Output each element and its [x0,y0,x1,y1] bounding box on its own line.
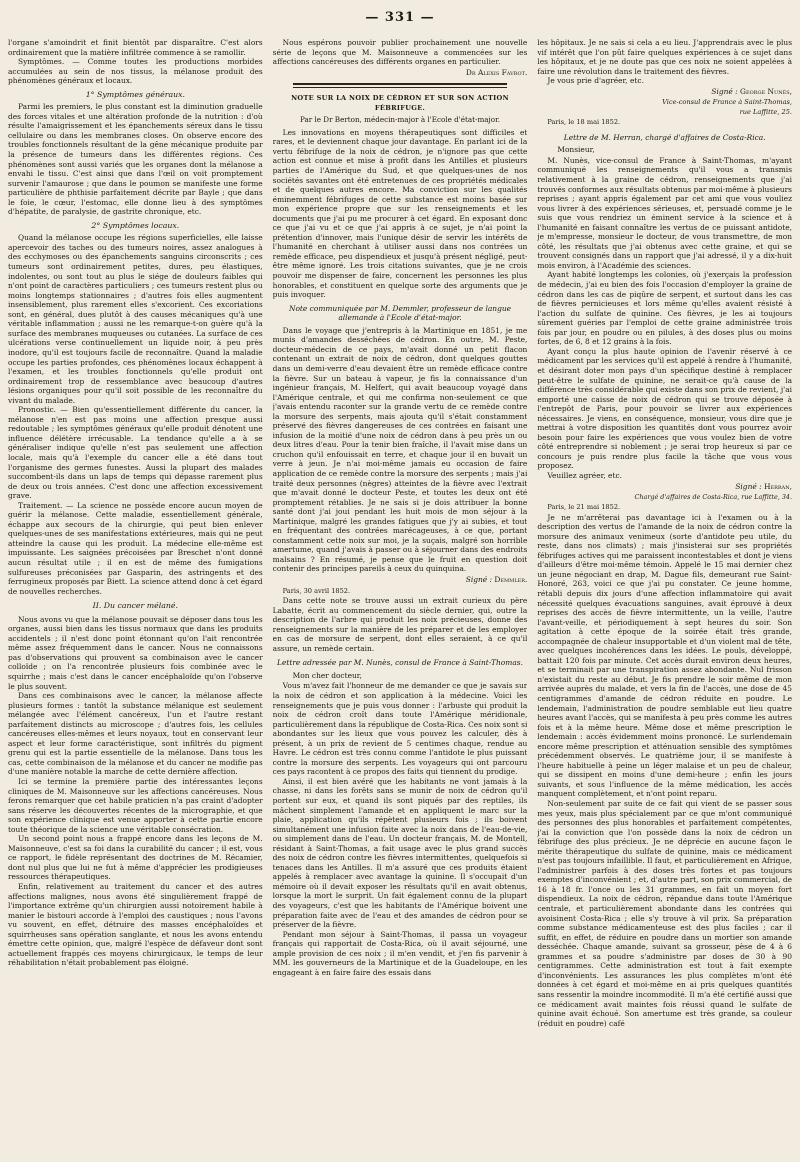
paragraph: Ayant habité longtemps les colonies, où j'exerçais la profession de médecin, j'ai eu bien des fois l'occasion d'employer la graine de cédron dans les cas de piqûre de serpent, et surtout dans les cas de fièvres pernicieuses et lors même qu'elles avaient résisté à l'action du sulfate de quinine. Ces fièvres, je les ai toujours sûrement guéries par l'emploi de cette graine administrée trois fois par jour, en poudre ou en pilules, à des doses plus ou moins fortes, de 6, 8 et 12 grains à la fois. [537,270,793,347]
paragraph: Les innovations en moyens thérapeutiques sont difficiles et rares, et le deviennent chaque jour davantage. En parlant ici de la vertu fébrifuge de la noix de cédron, je n'ignore pas que cette action est connue et mise à profit dans les Antilles et plusieurs parties de l'Amérique du Sud, et que quelques-unes de nos sociétés savantes ont été entretenues de ces propriétés médicales et de quelques autres encore. Ma conviction sur les qualités éminemment fébrifuges de cette substance est moins basée sur mon expérience propre que sur les renseignements et les documents que j'ai pu me procurer à cet égard. En exposant donc ce que j'ai vu et ce que j'ai appris à ce sujet, je n'ai point la prétention d'innover, mais l'unique désir de servir les intérêts de l'humanité en cherchant à utiliser aussi dans nos contrées un remède efficace, peu dispendieux et jusqu'à présent négligé, peut-être même ignoré. Les trois citations suivantes, que je ne crois pouvoir me dispenser de faire, concernent les personnes les plus honorables, et constituent en quelque sorte des arguments que je puis invoquer. [272,127,528,300]
signature-name: Herran, [764,481,793,491]
paragraph: Quand la mélanose occupe les régions superficielles, elle laisse apercevoir des taches ou des tumeurs noires, assez analogues à des ecchymoses ou des épanchements sanguins circonscrits ; ces tumeurs sont ordinairement petites, dures, peu élastiques, indolentes, ou sont tout au plus le siége de douleurs faibles qui n'ont point de caractères particuliers ; ces tumeurs restent plus ou moins longtemps stationnaires ; d'autres fois elles augmentent insensiblement, plus rarement elles s'excorient. Ces excoriations sont, en général, dues plutôt à des causes mécaniques qu'à une véritable inflammation ; aussi ne les remarque-t-on guère qu'à la surface des membranes muqueuses ou cutanées. La surface de ces ulcérations verse continuellement un liquide noir, à peu près inodore, qu'il est toujours facile de reconnaître. Quand la maladie occupe les parties profondes, ces phénomènes locaux échappent à l'examen, et les troubles fonctionnels qu'elle produit ont ordinairement trop de ressemblance avec beaucoup d'autres lésions organiques pour qu'il soit possible de les reconnaître du vivant du malade. [8,233,263,405]
columns [8,38,792,1156]
column-3 [537,38,792,1156]
paragraph: Nous espérons pouvoir publier prochainement une nouvelle série de leçons que M. Maisonneuve a commencées sur les affections cancéreuses des différents organes en particulier. [272,38,528,67]
signature-name: George Nunès, [740,86,793,96]
signature [537,87,792,97]
column-2 [273,38,528,1156]
letter-title: Lettre adressée par M. Nunès, consul de France à Saint-Thomas. [277,658,523,668]
date: Paris, 30 avril 1852. [282,586,351,595]
signature-name: Demmler. [494,574,528,584]
paragraph: Ici se termine la première partie des intéressantes leçons cliniques de M. Maisonneuve sur les affections cancéreuses. Nous ferons remarquer que cet habile praticien n'a pas craint d'adopter sans réserve les découvertes récentes de la micrographie, et que son expérience clinique est venue apporter à cette partie encore toute théorique de la science une véritable consécration. [8,777,263,834]
article-title: NOTE SUR LA NOIX DE CÉDRON ET SUR SON ACTION FÉBRIFUGE. [291,94,509,112]
date: Paris, le 18 mai 1852. [547,118,621,127]
paragraph: Un second point nous a frappé encore dans les leçons de M. Maisonneuve, c'est sa foi dans la curabilité du cancer ; il est, vous ce rapport, le fidèle représentant des doctrines de M. Récamier, dont nul plus que lui ne fut à même d'apprécier les prodigieuses ressources thérapeutiques. [8,834,263,882]
salutation: Mon cher docteur, [292,670,362,680]
section-heading: II. Du cancer mélané. [92,601,179,611]
signature-address: rue Laffitte, 25. [739,108,793,117]
paragraph: Nous avons vu que la mélanose pouvait se déposer dans tous les organes, aussi bien dans les tissus normaux que dans les produits accidentels ; il n'est donc point étonnant qu'on l'ait rencontrée même assez fréquemment dans le cancer. Nous ne connaissons pas d'observations qui prouvent sa combinaison avec le cancer colloïde ; on l'a rencontrée plusieurs fois combinée avec le squirrhe ; mais c'est dans le cancer encéphaloïde qu'on l'observe le plus souvent. [8,614,263,691]
subheading: 1° Symptômes généraux. [85,89,185,99]
page-number: — 331 — [365,10,435,25]
paragraph: M. Nunès, vice-consul de France à Saint-Thomas, m'ayant communiqué les renseignements qu'il vous a transmis relativement à la graine de cédron, renseignements que j'ai trouvés conformes aux résultats obtenus par moi-même à plusieurs reprises ; ayant appris également par cet ami que vous vouliez vous livrer à des expériences sérieuses, et, persuadé comme je le suis que vous rendriez un éminent service à la science et à l'humanité en faisant connaître les vertus de ce puissant antidote, je m'empresse, monsieur le docteur, de vous transmettre, de mon côté, les résultats que j'ai obtenus avec cette graine, et qui se trouvent consignés dans un rapport que j'ai adressé, il y a dix-huit mois environ, à l'Académie des sciences. [537,155,793,270]
date: Paris, le 21 mai 1852. [547,503,621,512]
paragraph: Dans le voyage que j'entrepris à la Martinique en 1851, je me munis d'amandes desséchées de cédron. En outre, M. Peste, docteur-médecin de ce pays, m'avait donné un petit flacon contenant un extrait de noix de cédron, dont quelques gouttes dans un demi-verre d'eau devaient être un remède efficace contre la fièvre. Sur un bateau à vapeur, je fis la connaissance d'un ingénieur français, M. Helfert, qui avait beaucoup voyagé dans l'Amérique centrale, et qui me confirma non-seulement ce que j'avais entendu raconter sur la grande vertu de ce remède contre la morsure des serpents, mais ajouta qu'il s'était constamment préservé des fièvres dangereuses de ces contrées en faisant une infusion de la moitié d'une noix de cédron dans à peu près un ou deux litres d'eau. Pour la tenir bien fraîche, il l'avait mise dans un cruchon qu'il enfouissait en terre, et chaque jour il en buvait un verre à jeun. Je n'ai moi-même jamais eu occasion de faire application de ce remède contre la morsure des serpents ; mais j'ai traité deux personnes (nègres) atteintes de la fièvre avec l'extrait que m'avait donné le docteur Peste, et toutes les deux ont été promptement rétablies. Je ne sais si je dois attribuer la bonne santé dont j'ai joui pendant les huit mois de mon séjour à la Martinique, malgré les grandes fatigues que j'y ai subies, et tout en fréquentant des contrées marécageuses, à ce que, portant constamment cette noix sur moi, je la suçais, malgré son horrible amertume, quand j'avais à passer ou à séjourner dans des endroits malsains ? En résumé, je pense que le fruit en question doit contenir des principes pareils à ceux du quinquina. [272,325,528,574]
signature [273,68,528,78]
paragraph: Ainsi, il est bien avéré que les habitants ne vont jamais à la chasse, ni dans les forêts sans se munir de noix de cédron qu'il portent sur eux, et quand ils sont piqués par des reptiles, ils mâchent simplement l'amande et en appliquent le marc sur la plaie, application qu'ils répètent plusieurs fois ; ils boivent simultanément une infusion faite avec la noix dans de l'eau-de-vie, ou simplement dans de l'eau. Un docteur français, M. de Montell, résidant à Saint-Thomas, a fait usage avec le plus grand succès des noix de cédron contre les fièvres intermittentes, quelquefois si tenaces dans les Antilles. Il m'a assuré que ces produits étaient appelés à remplacer avec avantage la quinine. Il s'occupait d'un mémoire où il devait exposer les résultats qu'il en avait obtenus, lorsque la mort le surprit. Un fait également connu de la plupart des voyageurs, c'est que les habitants de l'Amérique boivent une préparation faite avec de l'eau et des amandes de cédron pour se préserver de la fièvre. [272,776,528,930]
signature-label: Signé : [735,481,762,491]
signature-role: Chargé d'affaires de Costa-Rica, rue Laffitte, 34. [634,493,793,502]
paragraph: Non-seulement par suite de ce fait qui vient de se passer sous mes yeux, mais plus spécialement par ce que m'ont communiqué des personnes des plus honorables et parfaitement compétentes, j'ai la conviction que l'on possède dans la noix de cédron un fébrifuge des plus précieux. Je ne déprécie en aucune façon le mérite thérapeutique du sulfate de quinine, mais ce médicament n'est pas toujours infaillible. Il faut, et particulièrement en Afrique, l'administrer parfois à des doses très fortes et pas toujours exemptes d'inconvénient ; et, d'autre part, son prix commercial, de 16 à 18 fr. l'once ou les 31 grammes, en fait un moyen fort dispendieux. La noix de cédron, répandue dans toute l'Amérique centrale, et particulièrement abondante dans les contrées qui avoisinent Costa-Rica ; elle s'y trouve à vil prix. Sa préparation comme substance médicamenteuse est des plus faciles ; car il suffit, en effet, de réduire en poudre dans un mortier son amande desséchée. Chaque amande, suivant sa grosseur, pèse de 4 à 6 grammes et sa poudre s'administre par doses de 30 à 90 centigrammes. Cette administration est tout à fait exempte d'inconvénients. Les assurances les plus complètes m'ont été données à cet égard et moi-même en ai pris quelques quantités sans ressentir la moindre incommodité. Il m'a été certifié aussi que ce médicament avait maintes fois réussi quand le sulfate de quinine avait échoué. Son amertume est très grande, sa couleur (réduit en poudre) café [537,799,793,1028]
paragraph: Vous m'avez fait l'honneur de me demander ce que je savais sur la noix de cédron et son application à la médecine. Voici les renseignements que je puis vous donner : l'arbuste qui produit la noix de cédron croît dans toute l'Amérique méridionale, particulièrement dans la république de Costa-Rica. Ces noix sont si abondantes sur les lieux que vous pouvez les calculer, dès à présent, à un prix de revient de 5 centimes chaque, rendue au Havre. Le cédron est très connu comme l'antidote le plus puissant contre la morsure des serpents. Les voyageurs qui ont parcouru ces pays racontent à ce propos des faits qui tiennent du prodige. [272,681,528,777]
subheading: 2° Symptômes locaux. [91,220,180,230]
letter-title: Lettre de M. Herran, chargé d'affaires de Costa-Rica. [563,132,766,142]
paragraph: Enfin, relativement au traitement du cancer et des autres affections malignes, nous avons été singulièrement frappé de l'importance extrême qu'un chirurgien aussi notoirement habile à manier le bistouri accorde à l'emploi des caustiques ; nous l'avons vu souvent, en effet, détruire des masses encéphaloïdes et squirrheuses sans opération sanglante, et nous les avons entendu émettre cette opinion, que, malgré l'espèce de défaveur dont sont actuellement frappés ces moyens chirurgicaux, le temps de leur réhabilitation n'était probablement pas éloigné. [8,882,263,968]
signature-role: Vice-consul de France à Saint-Thomas, [662,98,793,107]
paragraph: Traitement. — La science ne possède encore aucun moyen de guérir la mélanose. Cette maladie, essentiellement générale, échappe aux secours de la chirurgie, qui peut bien enlever quelques-unes de ses manifestations extérieures, mais qui ne peut atteindre la cause qui les produit. La médecine elle-même est impuissante. Les saignées précoisées par Breschet n'ont donné aucun résultat utile ; il en est de même des fumigations sulfureuses préconisées par Gasparin, des astringents et des ferrugineux proposés par Biett. La science attend donc à cet égard de nouvelles recherches. [8,500,263,596]
paragraph: Dans cette note se trouve aussi un extrait curieux du père Labatte, écrit au commencement du siècle dernier, qui, outre la description de l'arbre qui produit les noix précieuses, donne des renseignements sur la manière de les préparer et de les employer en cas de morsure de serpent, dont elles seraient, à ce qu'il assure, un remède certain. [272,596,528,653]
paragraph: Je vous prie d'agréer, etc. [547,76,644,86]
column-1 [8,38,263,1156]
paragraph: Je ne m'arrêterai pas davantage ici à l'examen ou à la description des vertus de l'amande de la noix de cédron contre la morsure des animaux venimeux (sorte d'antidote peu utile, du reste, dans nos climats) ; mais j'insisterai sur ses propriétés fébrifuges actives qui me paraissent incontestables et dont je viens d'ailleurs d'être moi-même témoin. Appelé le 15 mai dernier chez un jeune négociant en drap, M. Dague fils, demeurant rue Saint-Honoré, 263, voici ce que j'ai pu constater. Ce jeune homme, rétabli depuis dix jours d'une affection inflammatoire qui avait nécessité quelques évacuations sanguines, avait éprouvé à deux reprises des accès de fièvre intermittente, un la veille, l'autre l'avant-veille, et périodiquement à sept heures du soir. Son agitation à cette époque de la soirée était très grande, accompagnée de chaleur insupportable et d'un violent mal de tête, avec quelques incohérences dans les idées. Le pouls, développé, battait 120 fois par minute. Cet accès durait environ deux heures, et se terminait par une transpiration assez abondante. Nul frisson n'existait du reste au début. Je fis prendre le soir même de mon arrivée auprès du malade, et vers la fin de l'accès, une dose de 45 centigrammes d'amande de cédron réduite en poudre. Le lendemain, l'administration de poudre semblable eut lieu quatre heures avant l'accès, qui se manifesta à peu près comme les autres fois et à la même heure. Même dose et même prescription le lendemain : accès évidemment moins prononcé. Le surlendemain encore même prescription et atténuation sensible des symptômes précédemment observés. Le quatrième jour, il se manifeste à l'heure habituelle à peine un léger malaise et un peu de chaleur, qui se dissipent en moins d'une demi-heure ; enfin les jours suivants, et sous l'influence de la même médication, les accès manquent complètement, et n'ont point reparu. [537,512,793,799]
page-header [8,8,792,38]
divider [293,83,508,88]
byline: Par le Dr Berton, médecin-major à l'Ecole d'état-major. [299,115,501,125]
paragraph: Symptômes. — Comme toutes les productions morbides accumulées au sein de nos tissus, la mélanose produit des phénomènes généraux et locaux. [8,57,263,86]
paragraph: Veuillez agréer, etc. [547,470,622,480]
paragraph: Parmi les premiers, le plus constant est la diminution graduelle des forces vitales et une altération profonde de la nutrition : d'où résulte l'amaigrissement et les épanchements séreux dans le tissu cellulaire ou dans les membranes closes. On observe encore des troubles fonctionnels résultant de la gêne mécanique produite par la présence de tumeurs dans les différentes régions. Ces phénomènes sont aussi variés que les organes dont la mélanose a envahi le tissu. C'est ainsi que dans l'œil on voit promptement survenir l'amaurose ; que dans le poumon se manifeste une forme particulière de phthisie parfaitement décrite par Bayle ; que dans le foie, le cœur, l'estomac, elle donne lieu à des symptômes d'hépatite, de paralysie, de gastrite chronique, etc. [8,102,263,217]
signature-name: Dr Alexis Favrot. [465,67,528,77]
paragraph: Dans ces combinaisons avec le cancer, la mélanose affecte plusieurs formes : tantôt la substance mélanique est seulement mélangée avec l'élément cancéreux, l'un et l'autre restant parfaitement distincts au microscope ; d'autres fois, les cellules cancéreuses elles-mêmes et leurs noyaux, tout en conservant leur aspect et leur forme caractéristique, sont infiltrés du pigment grenu qui est la partie essentielle de la mélanose. Dans tous les cas, cette combinaison de la mélanose et du cancer ne modifie pas d'une manière notable la marche de cette dernière affection. [8,691,263,777]
paragraph: l'organe s'amoindrit et finit bientôt par disparaître. C'est alors ordinairement que la matière infiltrée commence à se ramollir. [8,38,263,57]
paragraph: les hôpitaux. Je ne sais si cela a eu lieu. J'apprendrais avec le plus vif intérêt que l'on pût faire quelques expériences à ce sujet dans les hôpitaux, et je ne doute pas que ces noix ne soient appelées à faire une révolution dans le traitement des fièvres. [537,38,793,76]
paragraph: Ayant conçu la plus haute opinion de l'avenir réservé à ce médicament par les services qu'il est appelé à rendre à l'humanité, et désirant doter mon pays d'un spécifique destiné à remplacer peut-être le sulfate de quinine, ne serait-ce qu'à cause de la différence très considérable qui existe dans son prix de revient, j'ai emporté une caisse de noix de cédron qui se trouve déposée à l'entrepôt de Paris, pour pouvoir se livrer aux expériences nécessaires. Je viens, en conséquence, monsieur, vous dire que je mettrai à votre disposition les quantités dont vous pourrez avoir besoin pour faire les expériences que vous voulez bien de votre côté entreprendre si noblement ; je serai trop heureux si par ce concours je puis rendre plus facile la tâche que vous vous proposez. [537,346,793,471]
salutation: Monsieur, [557,145,595,155]
note-title: Note communiquée par M. Demmler, professeur de langue allemande à l'Ecole d'état-major. [288,303,512,323]
paragraph: Pronostic. — Bien qu'essentiellement différente du cancer, la mélanose n'en est pas moins une affection presque aussi redoutable ; les symptômes généraux qu'elle produit dénotent une influence délétère irrécusable. La tendance qu'elle a à se généraliser indique qu'elle n'est pas seulement une affection locale, mais qu'à l'exemple du cancer elle a été dans tout l'organisme des germes funestes. Aussi la plupart des malades succombent-ils dans un laps de temps qui dépasse rarement plus de deux ou trois années. C'est donc une affection excessivement grave. [8,405,263,501]
paragraph: Pendant mon séjour à Saint-Thomas, il passa un voyageur français qui rapportait de Costa-Rica, où il avait séjourné, une ample provision de ces noix ; il m'en vendit, et j'en fis parvenir à MM. les gouverneurs de la Martinique et de la Guadeloupe, en les engageant à en faire faire des essais dans [272,929,528,977]
signature [537,482,792,492]
signature-label: Signé : [465,574,493,584]
signature [273,575,528,585]
signature-label: Signé : [711,86,738,96]
